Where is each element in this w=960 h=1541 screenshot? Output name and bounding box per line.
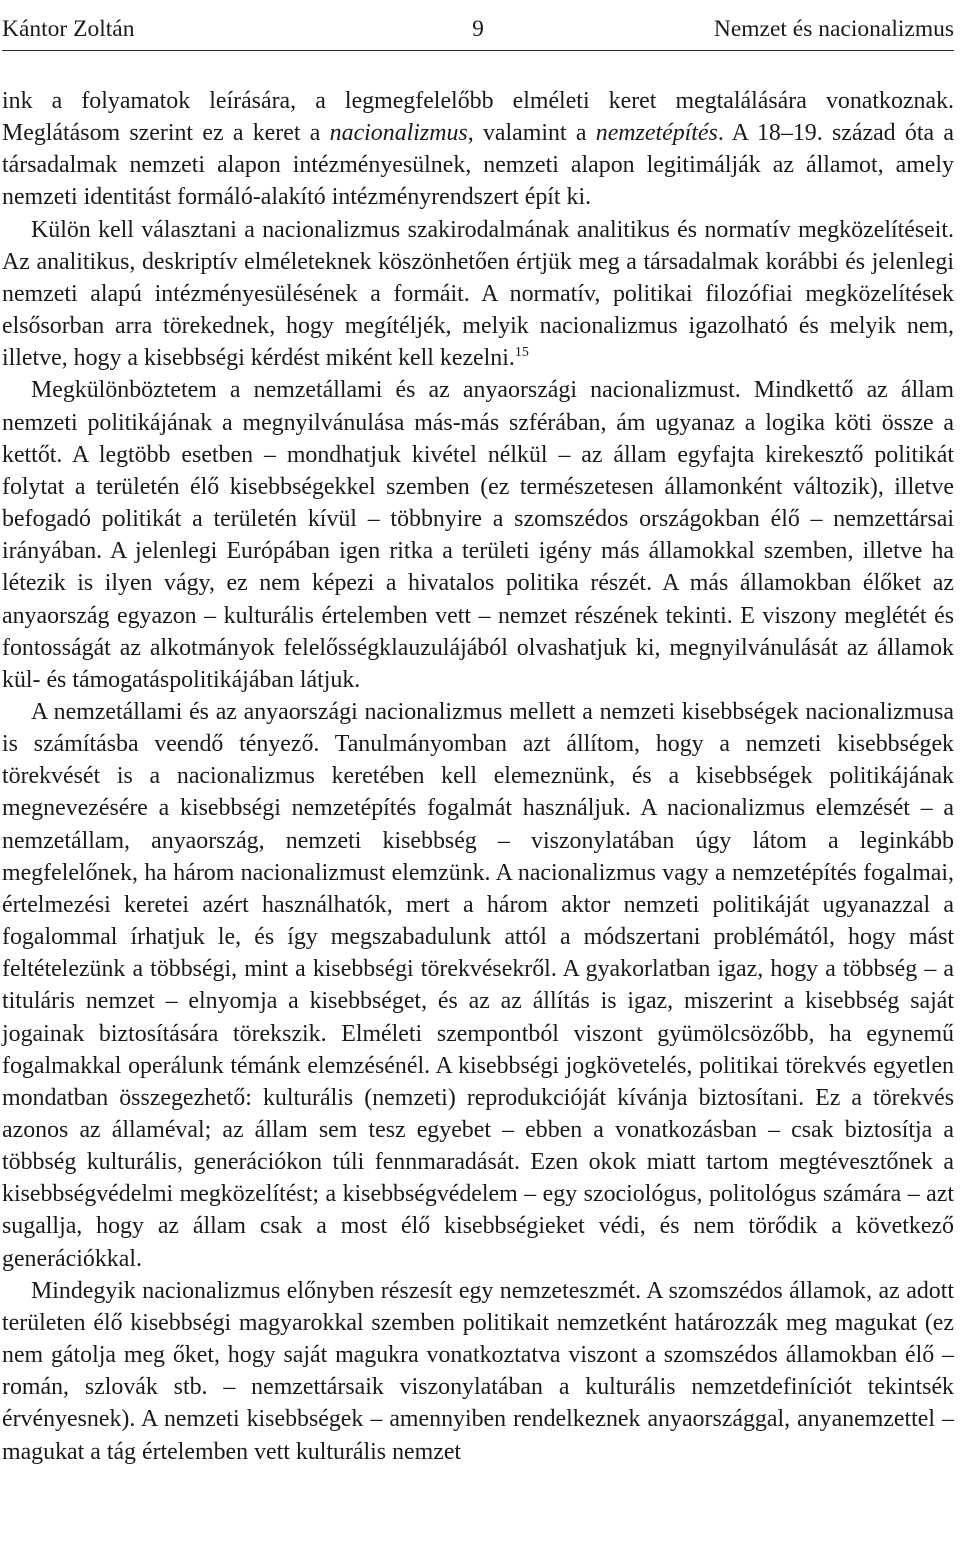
page-number: 9 bbox=[472, 16, 484, 42]
term-nacionalizmus: nacionalizmus bbox=[329, 120, 468, 147]
body-text bbox=[2, 85, 954, 1468]
running-head-title: Nemzet és nacionalizmus bbox=[713, 16, 954, 42]
running-head-author: Kántor Zoltán bbox=[2, 16, 135, 42]
footnote-marker[interactable]: 15 bbox=[514, 345, 529, 361]
paragraph-2 bbox=[2, 214, 954, 375]
running-head bbox=[2, 0, 954, 51]
paragraph-1 bbox=[2, 85, 954, 214]
paragraph-3-text: Megkülönböztetem a nemzetállami és az anyaországi nacionalizmust. Mindkettő az állam nemzeti politikájának a megnyilvánulása más-más szférában, ám ugyanaz a logika köti össze a kettőt. A legtöbb esetben – mondhatjuk kivétel nélkül – az állam egyfajta kirekesztő politikát folytat a területén élő kisebbségekkel szemben (ez természetesen államonként változik), illetve befogadó politikát a területén kívül – többnyire a szomszédos országokban élő – nemzettársai irányában. A jelenlegi Európában igen ritka a területi igény más államokkal szemben, illetve ha létezik is ilyen vágy, ez nem képezi a hivatalos politika részét. A más államokban élőket az anyaország egyazon – kulturális értelemben vett – nemzet részének tekinti. E viszony meglétét és fontosságát az alkotmányok felelősségklauzulájából olvashatjuk ki, megnyilvánulását az államok kül- és támogatáspolitikájában látjuk. bbox=[2, 377, 954, 693]
term-nemzetepites: nemzetépítés bbox=[595, 120, 718, 147]
paragraph-1-text-b: , valamint a bbox=[467, 120, 596, 147]
paragraph-1-text-c: . A 18–19. század óta a társadalmak nemzeti alapon intézményesülnek, nemzeti alapon legitimálják az államot, amely nemzeti identitást formáló-alakító intézményrendszert épít ki. bbox=[2, 120, 954, 211]
paragraph-5-text: Mindegyik nacionalizmus előnyben részesít egy nemzeteszmét. A szomszédos államok, az adott területen élő kisebbségi magyarokkal szemben politikait nemzetként határozzák meg magukat (ez nem gátolja meg őket, hogy saját magukra vonatkoztatva viszont a szomszédos államokban élő – román, szlovák stb. – nemzettársaik viszonylatában a kulturális nemzetdefiníciót tekintsék érvényesnek). A nemzeti kisebbségek – amennyiben rendelkeznek anyaországgal, anyanemzettel – magukat a tág értelemben vett kulturális nemzet bbox=[2, 1277, 954, 1465]
paragraph-3 bbox=[2, 374, 954, 696]
paragraph-2-text: Külön kell választani a nacionalizmus szakirodalmának analitikus és normatív megközelítéseit. Az analitikus, deskriptív elméleteknek köszönhetően értjük meg a társadalmak korábbi és jelenlegi nemzeti alapú intézményesülésének a formáit. A normatív, politikai filozófiai megközelítések elsősorban arra törekednek, hogy megítéljék, melyik nacionalizmus igazolható és melyik nem, illetve, hogy a kisebbségi kérdést miként kell kezelni. bbox=[2, 216, 954, 372]
paragraph-4-text: A nemzetállami és az anyaországi nacionalizmus mellett a nemzeti kisebbségek nacionalizmusa is számításba veendő tényező. Tanulmányomban azt állítom, hogy a nemzeti kisebbségek törekvését is a nacionalizmus keretében kell elemeznünk, és a kisebbségek politikájának megnevezésére a kisebbségi nemzetépítés fogalmát használjuk. A nacionalizmus elemzését – a nemzetállam, anyaország, nemzeti kisebbség – viszonylatában úgy látom a leginkább megfelelőnek, ha három nacionalizmust elemzünk. A nacionalizmus vagy a nemzetépítés fogalmai, értelmezési keretei azért használhatók, mert a három aktor nemzeti politikáját ugyanazzal a fogalommal írhatjuk le, és így megszabadulunk attól a módszertani problémától, hogy mást feltételezünk a többségi, mint a kisebbségi törekvésekről. A gyakorlatban igaz, hogy a többség – a tituláris nemzet – elnyomja a kisebbséget, és az az állítás is igaz, miszerint a kisebbség saját jogainak biztosítására törekszik. Elméleti szempontból viszont gyümölcsözőbb, ha egynemű fogalmakkal operálunk témánk elemzésénél. A kisebbségi jogkövetelés, politikai törekvés egyetlen mondatban összegezhető: kulturális (nemzeti) reprodukcióját kívánja biztosítani. Ez a törekvés azonos az államéval; az állam sem tesz egyebet – ebben a vonatkozásban – csak biztosítja a többség kulturális, generációkon túli fennmaradását. Ezen okok miatt tartom megtévesztőnek a kisebbségvédelmi megközelítést; a kisebbségvédelem – egy szociológus, politológus számára – azt sugallja, hogy az állam csak a most élő kisebbségieket védi, és nem törődik a következő generációkkal. bbox=[2, 698, 954, 1272]
paragraph-4 bbox=[2, 696, 954, 1275]
paragraph-5 bbox=[2, 1275, 954, 1468]
paragraph-1-text-a: ink a folyamatok leírására, a legmegfelelőbb elméleti keret megtalálására vonatkoznak. Meglátásom szerint ez a keret a bbox=[2, 88, 954, 147]
